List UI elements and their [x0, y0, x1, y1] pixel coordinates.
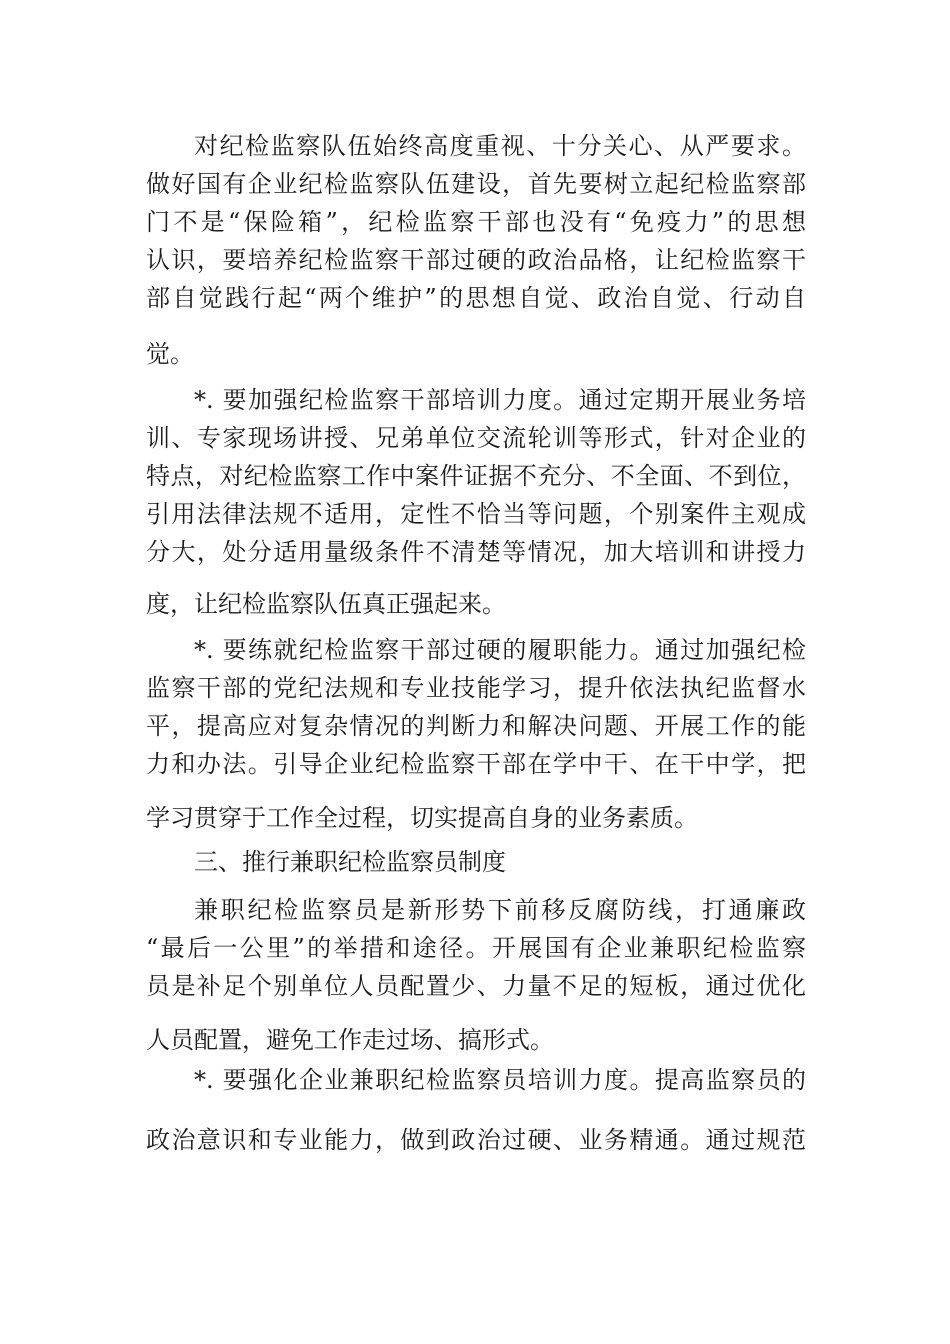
paragraph-line: 度，让纪检监察队伍真正强起来。 — [146, 590, 506, 618]
paragraph-line: 特点，对纪检监察工作中案件证据不充分、不全面、不到位， — [146, 462, 806, 490]
paragraph-line: 兼职纪检监察员是新形势下前移反腐防线，打通廉政 — [194, 896, 806, 924]
paragraph-line: 门不是“保险箱”，纪检监察干部也没有“免疫力”的思想 — [146, 208, 806, 236]
paragraph-line: *. 要练就纪检监察干部过硬的履职能力。通过加强纪检 — [194, 636, 806, 664]
paragraph-line: 政治意识和专业能力，做到政治过硬、业务精通。通过规范 — [146, 1126, 806, 1154]
paragraph-line: 训、专家现场讲授、兄弟单位交流轮训等形式，针对企业的 — [146, 424, 806, 452]
paragraph-line: 监察干部的党纪法规和专业技能学习，提升依法执纪监督水 — [146, 674, 806, 702]
paragraph-line: 觉。 — [146, 340, 194, 368]
paragraph-line: 员是补足个别单位人员配置少、力量不足的短板，通过优化 — [146, 972, 806, 1000]
paragraph-line: 分大，处分适用量级条件不清楚等情况，加大培训和讲授力 — [146, 538, 806, 566]
paragraph-line: 引用法律法规不适用，定性不恰当等问题，个别案件主观成 — [146, 500, 806, 528]
paragraph-line: 认识，要培养纪检监察干部过硬的政治品格，让纪检监察干 — [146, 246, 806, 274]
paragraph-line: 对纪检监察队伍始终高度重视、十分关心、从严要求。 — [194, 132, 806, 160]
paragraph-line: 人员配置，避免工作走过场、搞形式。 — [146, 1026, 554, 1054]
paragraph-line: 学习贯穿于工作全过程，切实提高自身的业务素质。 — [146, 804, 698, 832]
paragraph-line: *. 要加强纪检监察干部培训力度。通过定期开展业务培 — [194, 386, 806, 414]
paragraph-line: 做好国有企业纪检监察队伍建设，首先要树立起纪检监察部 — [146, 170, 806, 198]
paragraph-line: 平，提高应对复杂情况的判断力和解决问题、开展工作的能 — [146, 712, 806, 740]
paragraph-line: 部自觉践行起“两个维护”的思想自觉、政治自觉、行动自 — [146, 284, 806, 312]
paragraph-line: “最后一公里”的举措和途径。开展国有企业兼职纪检监察 — [146, 934, 806, 962]
section-heading: 三、推行兼职纪检监察员制度 — [194, 848, 506, 876]
paragraph-line: 力和办法。引导企业纪检监察干部在学中干、在干中学，把 — [146, 750, 806, 778]
paragraph-line: *. 要强化企业兼职纪检监察员培训力度。提高监察员的 — [194, 1066, 806, 1094]
